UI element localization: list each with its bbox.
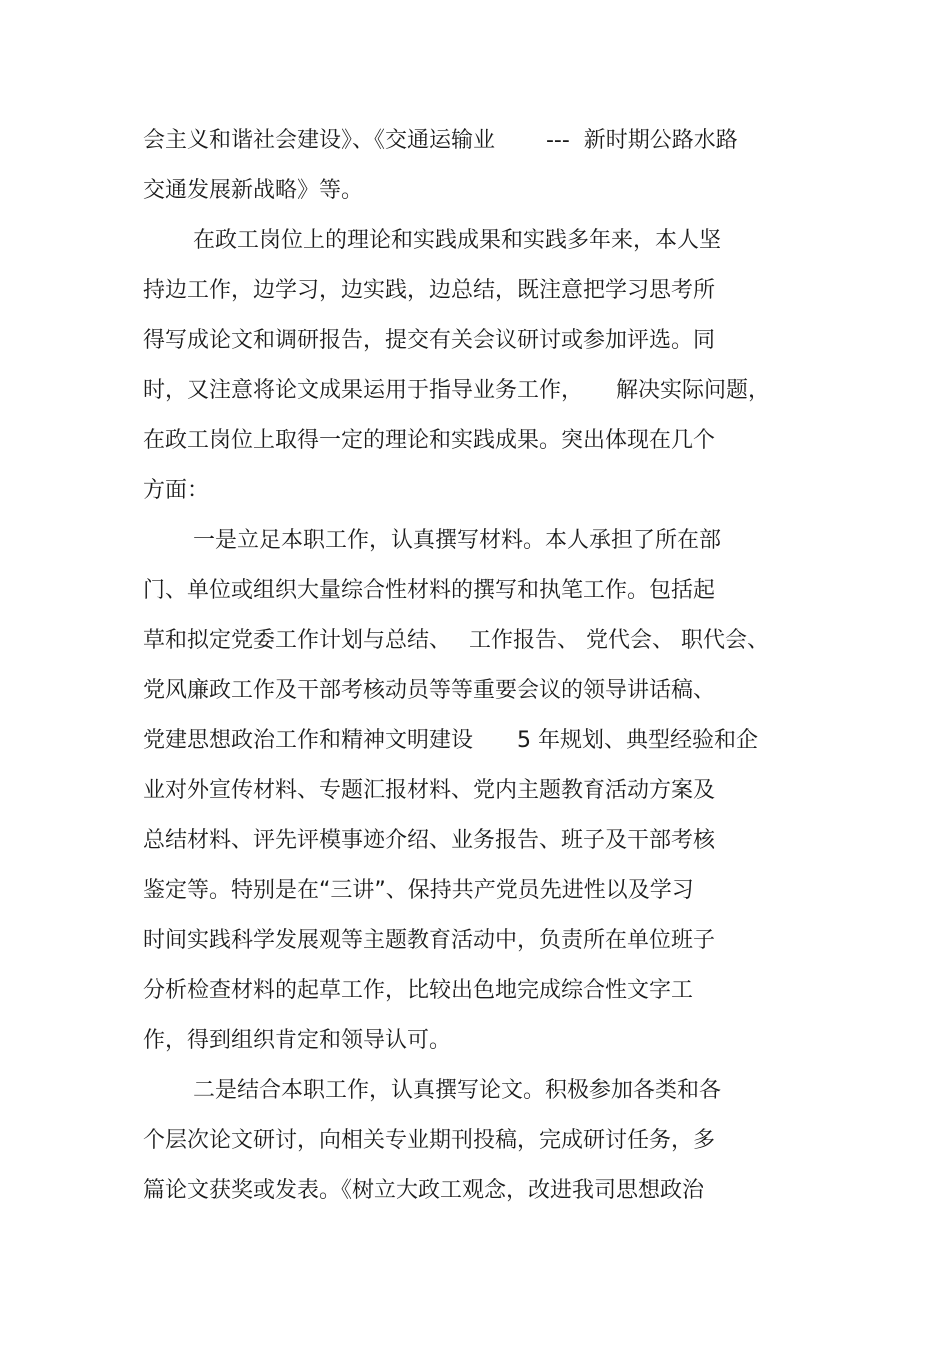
text-line: 门、单位或组织大量综合性材料的撰写和执笔工作。包括起 (143, 578, 716, 603)
text-line: 业对外宣传材料、专题汇报材料、党内主题教育活动方案及 (143, 778, 716, 803)
text-line: 总结材料、评先评模事迹介绍、业务报告、班子及干部考核 (143, 828, 716, 853)
paragraph-first-line: 二是结合本职工作，认真撰写论文。积极参加各类和各 (193, 1078, 722, 1103)
paragraph-first-line: 一是立足本职工作，认真撰写材料。本人承担了所在部 (193, 528, 722, 553)
text-line: 会主义和谐社会建设》、《交通运输业 --- 新时期公路水路 (143, 128, 738, 153)
text-line: 在政工岗位上取得一定的理论和实践成果。突出体现在几个 (143, 428, 716, 453)
text-line: 方面： (143, 478, 210, 503)
text-line: 作，得到组织肯定和领导认可。 (143, 1028, 452, 1053)
text-line: 得写成论文和调研报告，提交有关会议研讨或参加评选。同 (143, 328, 716, 353)
text-line: 分析检查材料的起草工作，比较出色地完成综合性文字工 (143, 978, 694, 1003)
text-line: 时，又注意将论文成果运用于指导业务工作， 解决实际问题， (143, 378, 771, 403)
text-line: 时间实践科学发展观等主题教育活动中，负责所在单位班子 (143, 928, 716, 953)
paragraph-first-line: 在政工岗位上的理论和实践成果和实践多年来，本人坚 (193, 228, 722, 253)
text-line: 草和拟定党委工作计划与总结、 工作报告、 党代会、 职代会、 (143, 628, 769, 653)
text-line: 党建思想政治工作和精神文明建设 5 年规划、典型经验和企 (143, 728, 758, 753)
text-line: 篇论文获奖或发表。《树立大政工观念，改进我司思想政治 (143, 1178, 705, 1203)
text-line: 党风廉政工作及干部考核动员等等重要会议的领导讲话稿、 (143, 678, 716, 703)
text-line: 持边工作，边学习，边实践，边总结，既注意把学习思考所 (143, 278, 716, 303)
text-line: 鉴定等。特别是在“三讲”、保持共产党员先进性以及学习 (143, 878, 694, 903)
text-line: 个层次论文研讨，向相关专业期刊投稿，完成研讨任务，多 (143, 1128, 716, 1153)
text-line: 交通发展新战略》等。 (143, 178, 364, 203)
